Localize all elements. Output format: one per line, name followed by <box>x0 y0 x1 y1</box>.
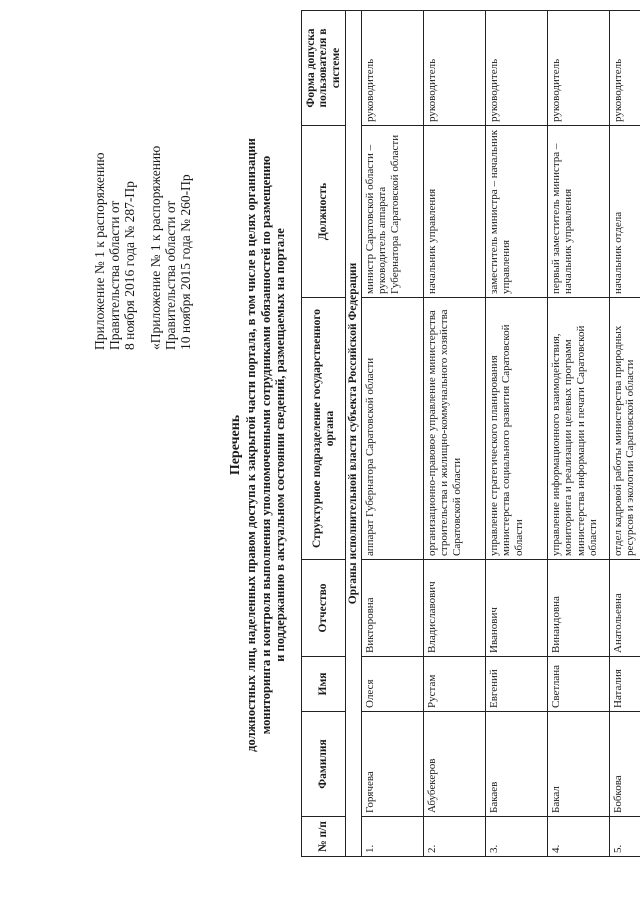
header-patronymic: Отчество <box>302 560 346 657</box>
approval-line: 8 ноября 2016 года № 287-Пр <box>122 181 137 350</box>
cell-first-name: Рустам <box>423 657 485 712</box>
table-row <box>361 11 423 857</box>
cell-position: начальник отдела <box>609 126 640 298</box>
cell-access: руководитель <box>361 11 423 126</box>
cell-position: первый заместитель министра – начальник управления <box>547 126 609 298</box>
cell-unit: организационно-правовое управление министерства строительства и жилищно-коммунального хозяйства Саратовской области <box>423 298 485 560</box>
cell-num: 1. <box>361 817 423 857</box>
table-header-row <box>302 11 346 857</box>
cell-access: руководитель <box>547 11 609 126</box>
approval-line: «Приложение № 1 к распоряжению <box>148 145 163 350</box>
table-row <box>485 11 547 857</box>
table-row <box>423 11 485 857</box>
approval-line: Правительства области от <box>163 200 178 350</box>
cell-unit: управление стратегического планирования министерства социального развития Саратовской области <box>485 298 547 560</box>
cell-num: 2. <box>423 817 485 857</box>
header-unit: Структурное подразделение государственного органа <box>302 298 346 560</box>
cell-patronymic: Винаидовна <box>547 560 609 657</box>
approval-stamp-previous <box>148 146 193 350</box>
cell-last-name: Бакал <box>547 712 609 817</box>
cell-first-name: Наталия <box>609 657 640 712</box>
subtitle-line: мониторинга и контроля выполнения уполномоченными сотрудниками обязанностей по размещению <box>258 155 273 735</box>
header-first-name: Имя <box>302 657 346 712</box>
cell-patronymic: Владиславович <box>423 560 485 657</box>
cell-num: 3. <box>485 817 547 857</box>
cell-first-name: Светлана <box>547 657 609 712</box>
approval-line: Правительства области от <box>107 200 122 350</box>
approval-line: Приложение № 1 к распоряжению <box>92 152 107 350</box>
cell-position: заместитель министра – начальник управления <box>485 126 547 298</box>
cell-num: 4. <box>547 817 609 857</box>
cell-unit: аппарат Губернатора Саратовской области <box>361 298 423 560</box>
table-row <box>609 11 640 857</box>
section-title: Органы исполнительной власти субъекта Российской Федерации <box>346 11 362 857</box>
header-num: № п/п <box>302 817 346 857</box>
header-last-name: Фамилия <box>302 712 346 817</box>
cell-position: начальник управления <box>423 126 485 298</box>
cell-unit: управление информационного взаимодействия, мониторинга и реализации целевых программ министерства информации и печати Саратовской области <box>547 298 609 560</box>
header-position: Должность <box>302 126 346 298</box>
cell-patronymic: Иванович <box>485 560 547 657</box>
document-title: Перечень <box>228 414 243 476</box>
cell-first-name: Олеся <box>361 657 423 712</box>
subtitle-line: должностных лиц, наделенных правом доступа к закрытой части портала, в том числе в целях организации <box>244 138 258 752</box>
cell-access: руководитель <box>485 11 547 126</box>
table-row <box>547 11 609 857</box>
cell-position: министр Саратовской области – руководитель аппарата Губернатора Саратовской области <box>361 126 423 298</box>
section-row <box>346 11 362 857</box>
officials-table <box>301 10 640 857</box>
header-access: Форма допуска пользователя в системе <box>302 11 346 126</box>
cell-patronymic: Викторовна <box>361 560 423 657</box>
cell-last-name: Абубекеров <box>423 712 485 817</box>
approval-stamp-current <box>92 153 137 351</box>
subtitle-line: и поддержанию в актуальном состоянии сведений, размещаемых на портале <box>273 228 287 662</box>
cell-num: 5. <box>609 817 640 857</box>
document-subtitle <box>244 15 288 875</box>
cell-last-name: Бакаев <box>485 712 547 817</box>
cell-patronymic: Анатольевна <box>609 560 640 657</box>
cell-first-name: Евгений <box>485 657 547 712</box>
cell-access: руководитель <box>423 11 485 126</box>
cell-unit: отдел кадровой работы министерства природных ресурсов и экологии Саратовской области <box>609 298 640 560</box>
cell-last-name: Бобкова <box>609 712 640 817</box>
cell-access: руководитель <box>609 11 640 126</box>
approval-line: 10 ноября 2015 года № 260-Пр <box>178 174 193 350</box>
cell-last-name: Горячева <box>361 712 423 817</box>
